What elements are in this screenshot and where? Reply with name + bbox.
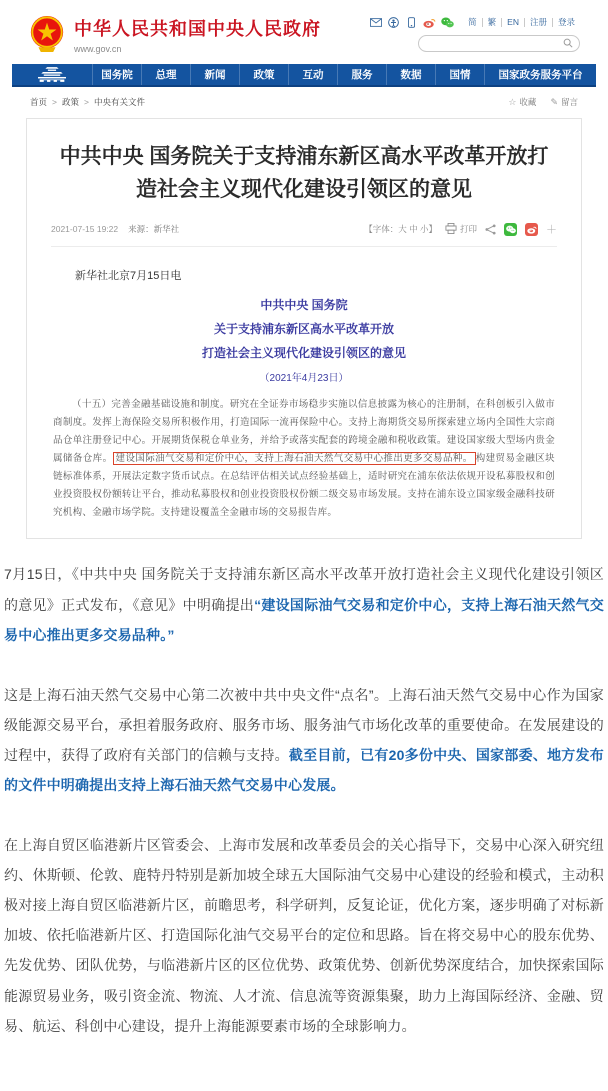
article-box [26, 118, 582, 539]
font-size-control[interactable]: 【字体：大 中 小】 [364, 224, 437, 235]
lang-traditional[interactable]: 繁 [482, 18, 502, 27]
source-label: 来源： [128, 224, 154, 235]
body-paragraph [4, 830, 604, 1041]
breadcrumb-separator: > [52, 97, 57, 107]
embedded-document [51, 247, 557, 522]
national-emblem-icon [28, 14, 66, 54]
weibo-share-icon[interactable] [525, 223, 538, 236]
doc-heading-line: 打造社会主义现代化建设引领区的意见 [201, 346, 406, 361]
nav-item-gov-service-platform[interactable]: 国家政务服务平台 [484, 64, 596, 85]
nav-home-tiananmen-icon[interactable] [12, 64, 92, 85]
print-label: 打印 [459, 224, 477, 235]
nav-item-premier[interactable]: 总理 [141, 64, 190, 85]
nav-item-news[interactable]: 新闻 [190, 64, 239, 85]
lang-links [463, 18, 580, 27]
header-right [369, 14, 580, 52]
article-body [4, 559, 604, 1090]
accessibility-icon[interactable] [387, 16, 400, 29]
publish-date: 2021-07-15 19:22 [51, 224, 119, 235]
doc-paragraph [53, 396, 555, 522]
highlight-red-box: 建设国际油气交易和定价中心，支持上海石油天然气交易中心推出更多交易品种。 [113, 452, 476, 465]
paragraph-text: 在上海自贸区临港新片区管委会、上海市发展和改革委员会的关心指导下，交易中心深入研究纽约、休斯顿、伦敦、鹿特丹特别是新加坡全球五大国际油气交易中心建设的经验和模式，主动积极对接上海自贸区临港新片区，前瞻思考，科学研判，反复论证，优化方案，逐步明确了对标新加坡、依托临港新片区、打造国际化油气交易平台的定位和思路。旨在将交易中心的股东优势、先发优势、团队优势，与临港新片区的区位优势、政策优势、创新优势深度结合，加快探索国际能源贸易业务，吸引资金流、物流、人才流、信息流等资源集聚，助力上海国际经济、金融、贸易、航运、科创中心建设，提升上海能源要素市场的全球影响力。 [4, 837, 604, 1034]
site-title[interactable]: 中华人民共和国中央人民政府 [74, 18, 321, 39]
register-link[interactable]: 注册 [524, 18, 552, 27]
nav-item-policy[interactable]: 政策 [239, 64, 288, 85]
nav-item-state-council[interactable]: 国务院 [92, 64, 141, 85]
mail-icon[interactable] [369, 16, 382, 29]
breadcrumb [30, 96, 145, 108]
nav-item-national-conditions[interactable]: 国情 [435, 64, 484, 85]
doc-heading-line: 关于支持浦东新区高水平改革开放 [213, 322, 394, 337]
favorite-button[interactable] [508, 96, 536, 108]
body-paragraph [4, 559, 604, 649]
source-link[interactable]: 新华社 [153, 224, 180, 235]
breadcrumb-separator: > [84, 97, 89, 107]
body-paragraph [4, 680, 604, 800]
article-meta [51, 221, 557, 237]
site-header [0, 0, 608, 62]
search-input[interactable] [425, 39, 563, 49]
print-button[interactable] [445, 223, 477, 236]
login-link[interactable]: 登录 [552, 18, 580, 27]
doc-text-before: （十五）完善金融基础设施和制度。研究在全证券市场稳步实施以信息披露为核心的注册制，在科创板引入做市商制度。发挥上海保险交易所积极作用，打造国际一流再保险中心。支持上海期货交易所探索建立场内全国性大宗商品仓单注册登记中心。开展期货保税仓单业务，并给予或落实配套的跨境金融和税收政策。建设国家级大型场内贵金属储备仓库。 [53, 399, 555, 465]
doc-dateline: 新华社北京7月15日电 [75, 270, 182, 283]
wechat-icon[interactable] [441, 16, 454, 29]
wechat-share-icon[interactable] [504, 223, 517, 236]
doc-heading-line: 中共中央 国务院 [260, 298, 348, 313]
nav-item-interaction[interactable]: 互动 [288, 64, 337, 85]
paragraph-text: 7月15日，《中共中央 国务院关于支持浦东新区高水平改革开放打造社会主义现代化建设引领区的意见》正式发布，《意见》中明确提出 [4, 566, 604, 613]
article-title: 中共中央 国务院关于支持浦东新区高水平改革开放打造社会主义现代化建设引领区的意见 [59, 145, 549, 201]
favorite-label: 收藏 [519, 97, 537, 107]
page-actions [508, 96, 578, 108]
nav-item-services[interactable]: 服务 [337, 64, 386, 85]
comment-button[interactable] [550, 96, 578, 108]
quick-links [369, 16, 580, 29]
more-share-button[interactable]: ＋ [546, 224, 557, 237]
site-title-block [74, 15, 321, 54]
main-nav [12, 64, 596, 87]
breadcrumb-policy[interactable]: 政策 [61, 97, 79, 107]
logo-block[interactable] [28, 14, 321, 54]
share-icon[interactable] [485, 224, 496, 235]
lang-simplified[interactable]: 简 [468, 17, 477, 27]
doc-date: （2021年4月23日） [259, 373, 349, 385]
paragraph-text: 这是上海石油天然气交易中心第二次被中共中央文件“点名”。上海石油天然气交易中心作为国家级能源交易平台，承担着服务政府、服务市场、服务油气市场化改革的重要使命。在发展建设的过程中，获得了政府有关部门的信赖与支持。 [4, 686, 604, 763]
printer-icon [445, 223, 457, 236]
site-url: www.gov.cn [74, 43, 122, 54]
weibo-icon[interactable] [423, 16, 436, 29]
search-box[interactable] [418, 35, 580, 52]
search-icon[interactable] [563, 35, 573, 53]
star-icon: ☆ [508, 96, 517, 107]
breadcrumb-home[interactable]: 首页 [30, 97, 48, 107]
nav-item-data[interactable]: 数据 [386, 64, 435, 85]
paragraph-emphasis: 截至目前，已有20多份中央、国家部委、地方发布的文件中明确提出支持上海石油天然气交易中心发展。 [4, 746, 604, 793]
breadcrumb-central-documents[interactable]: 中央有关文件 [93, 97, 145, 107]
breadcrumb-row [0, 87, 608, 118]
comment-label: 留言 [560, 97, 578, 107]
doc-text-after: 构建贸易金融区块链标准体系，开展法定数字货币试点。在总结评估相关试点经验基础上，适时研究在浦东依法依规开设私募股权和创业投资股权份额转让平台，推动私募股权和创业投资股权份额二级交易市场发展。支持在浦东设立国家级金融科技研究机构、金融市场学院。支持建设覆盖全金融市场的交易报告库。 [53, 453, 555, 519]
lang-english[interactable]: EN [501, 18, 524, 27]
paragraph-emphasis: “建设国际油气交易和定价中心，支持上海石油天然气交易中心推出更多交易品种。” [4, 596, 604, 643]
mobile-app-icon[interactable] [405, 16, 418, 29]
pencil-icon: ✎ [550, 96, 558, 107]
